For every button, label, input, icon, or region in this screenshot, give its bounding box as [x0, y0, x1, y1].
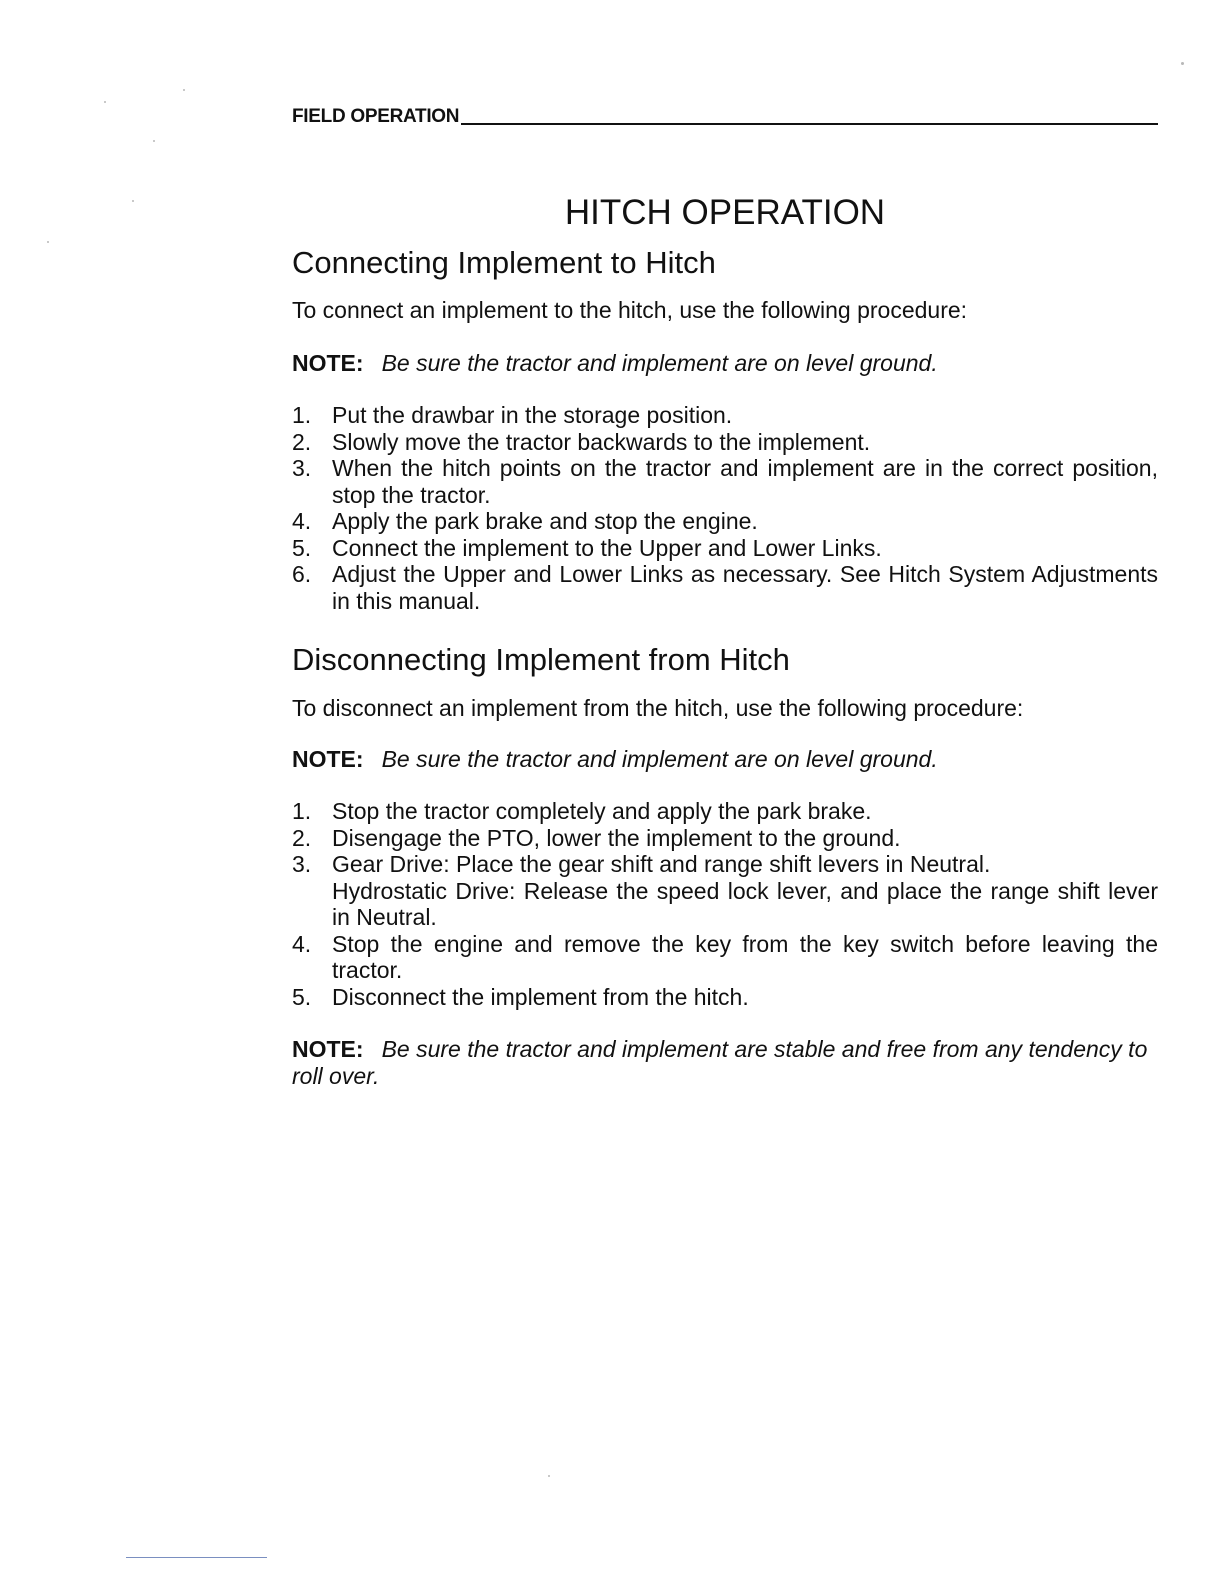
disconnecting-steps	[292, 798, 1158, 1010]
list-item	[292, 984, 1158, 1011]
step-number: 3.	[292, 455, 312, 481]
step-number: 1.	[292, 798, 312, 824]
page-title: HITCH OPERATION	[564, 193, 886, 232]
list-item	[292, 535, 1158, 562]
disconnecting-section	[292, 641, 1158, 1090]
note-text: Be sure the tractor and implement are on level ground.	[381, 350, 938, 376]
list-item	[292, 798, 1158, 825]
step-text: Put the drawbar in the storage position.	[332, 402, 733, 428]
list-item	[292, 825, 1158, 852]
step-number: 2.	[292, 428, 312, 455]
step-text-continued: Hydrostatic Drive: Release the speed lock lever, and place the range shift lever in Neutral.	[332, 877, 1158, 930]
scan-speck	[132, 200, 134, 202]
list-item	[292, 851, 1158, 931]
step-text: Connect the implement to the Upper and Lower Links.	[332, 534, 882, 561]
running-header-title: FIELD OPERATION	[292, 106, 460, 127]
header-rule	[461, 123, 1158, 125]
step-text: Stop the engine and remove the key from the key switch before leaving the tractor.	[332, 930, 1158, 983]
step-text: Disconnect the implement from the hitch.	[332, 983, 749, 1010]
disconnecting-intro: To disconnect an implement from the hitch, use the following procedure:	[292, 695, 1024, 721]
note-label: NOTE:	[292, 746, 364, 772]
note-label: NOTE:	[292, 350, 364, 376]
list-item	[292, 429, 1158, 456]
step-text: When the hitch points on the tractor and implement are in the correct position, stop the tractor.	[332, 455, 1158, 508]
connecting-section	[292, 244, 1158, 614]
list-item	[292, 508, 1158, 535]
list-item	[292, 402, 1158, 429]
connecting-heading: Connecting Implement to Hitch	[292, 245, 716, 280]
step-number: 4.	[292, 508, 312, 534]
step-number: 2.	[292, 824, 312, 851]
step-number: 6.	[292, 561, 312, 587]
connecting-note	[292, 349, 1158, 377]
step-number: 1.	[292, 402, 312, 428]
note-label: NOTE:	[292, 1036, 364, 1062]
step-text: Stop the tractor completely and apply the park brake.	[332, 798, 872, 824]
scan-speck	[548, 1475, 550, 1477]
disconnecting-heading: Disconnecting Implement from Hitch	[292, 642, 790, 677]
final-note	[292, 1036, 1158, 1090]
note-text: Be sure the tractor and implement are stable and free from any tendency to roll over.	[292, 1036, 1148, 1089]
connecting-steps	[292, 402, 1158, 614]
list-item	[292, 561, 1158, 614]
step-number: 4.	[292, 930, 312, 957]
step-text: Apply the park brake and stop the engine.	[332, 508, 758, 534]
step-text: Adjust the Upper and Lower Links as necessary. See Hitch System Adjustments in this manual.	[332, 561, 1158, 614]
step-number: 3.	[292, 851, 312, 877]
list-item	[292, 455, 1158, 508]
list-item	[292, 931, 1158, 984]
step-text: Slowly move the tractor backwards to the implement.	[332, 428, 871, 455]
step-text: Gear Drive: Place the gear shift and range shift levers in Neutral.	[332, 851, 991, 877]
running-header	[292, 106, 1158, 128]
connecting-intro: To connect an implement to the hitch, use the following procedure:	[292, 297, 968, 323]
disconnecting-note	[292, 745, 1158, 773]
scan-speck	[1181, 62, 1184, 65]
scan-speck	[153, 140, 155, 142]
scan-speck	[104, 101, 106, 103]
step-text: Disengage the PTO, lower the implement to the ground.	[332, 824, 901, 851]
footer-rule	[126, 1557, 267, 1558]
step-number: 5.	[292, 983, 312, 1010]
note-text: Be sure the tractor and implement are on level ground.	[381, 746, 938, 772]
scan-speck	[47, 241, 49, 243]
step-number: 5.	[292, 534, 312, 561]
scan-speck	[183, 89, 185, 91]
